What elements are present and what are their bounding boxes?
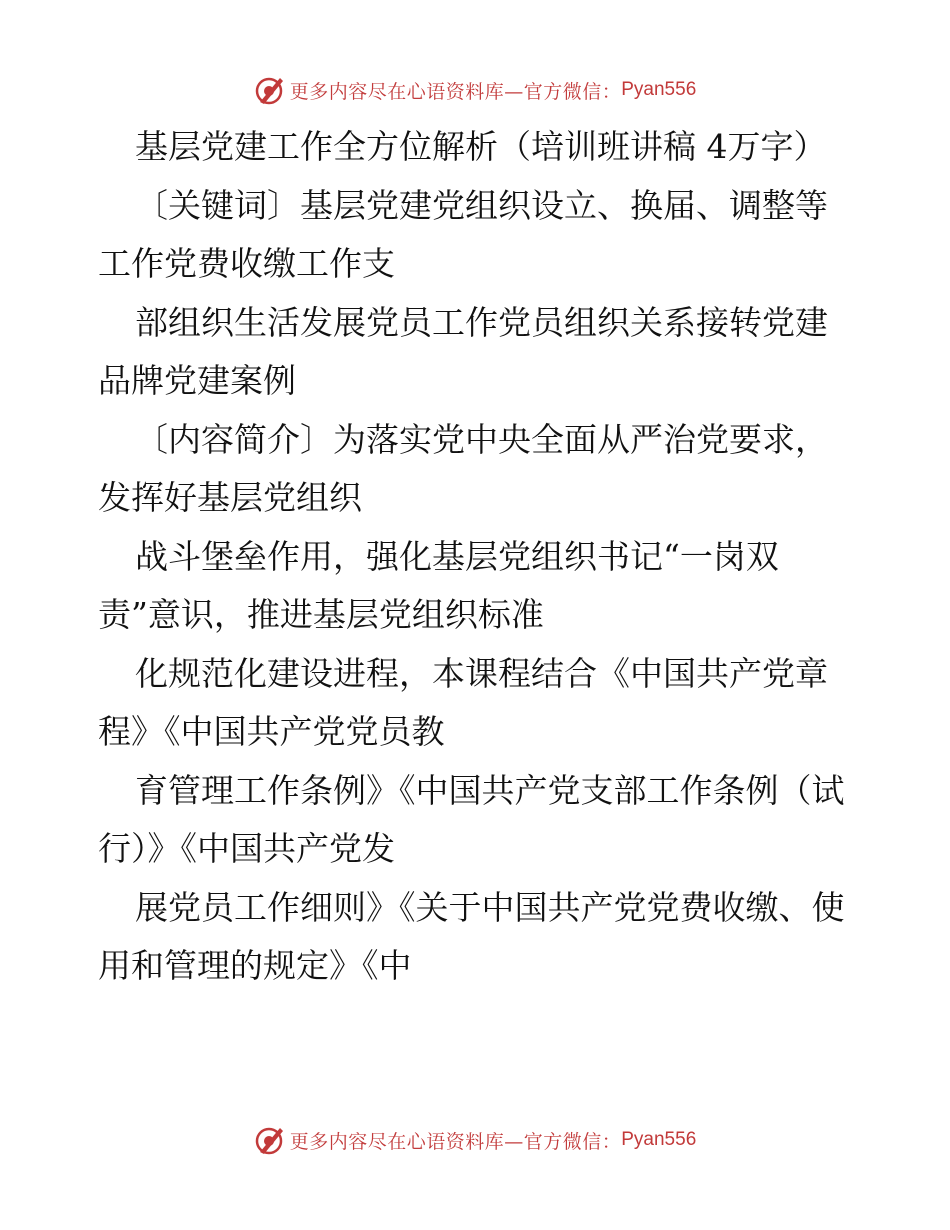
footer-banner-wechat-id: Pyan556 [621,1129,697,1150]
paragraph-summary-4: 育管理工作条例》《中国共产党支部工作条例（试行）》《中国共产党发 [98,770,845,868]
paragraph-summary: 〔内容简介〕为落实党中央全面从严治党要求，发挥好基层党组织 [98,419,828,517]
document-body [98,118,858,996]
footer-banner-text: 更多内容尽在心语资料库—官方微信： [289,1130,622,1153]
paragraph-keywords-continued: 部组织生活发展党员工作党员组织关系接转党建品牌党建案例 [98,302,828,400]
footer-watermark-banner [0,1120,950,1160]
paragraph-title: 基层党建工作全方位解析（培训班讲稿 4万字） [135,127,827,166]
paragraph-keywords: 〔关键词〕基层党建党组织设立、换届、调整等工作党费收缴工作支 [98,185,828,283]
paragraph-summary-3: 化规范化建设进程，本课程结合《中国共产党章程》《中国共产党党员教 [98,653,828,751]
header-banner-content [254,74,697,106]
paragraph-summary-2: 战斗堡垒作用，强化基层党组织书记“一岗双责”意识，推进基层党组织标准 [98,536,779,634]
paragraph-summary-5: 展党员工作细则》《关于中国共产党党费收缴、使用和管理的规定》《中 [98,887,845,985]
header-banner-wechat-id: Pyan556 [621,79,697,100]
quill-logo-icon [254,74,286,106]
footer-banner-content [254,1124,697,1156]
header-watermark-banner [0,70,950,110]
header-banner-text: 更多内容尽在心语资料库—官方微信： [289,80,622,103]
quill-logo-icon [254,1124,286,1156]
